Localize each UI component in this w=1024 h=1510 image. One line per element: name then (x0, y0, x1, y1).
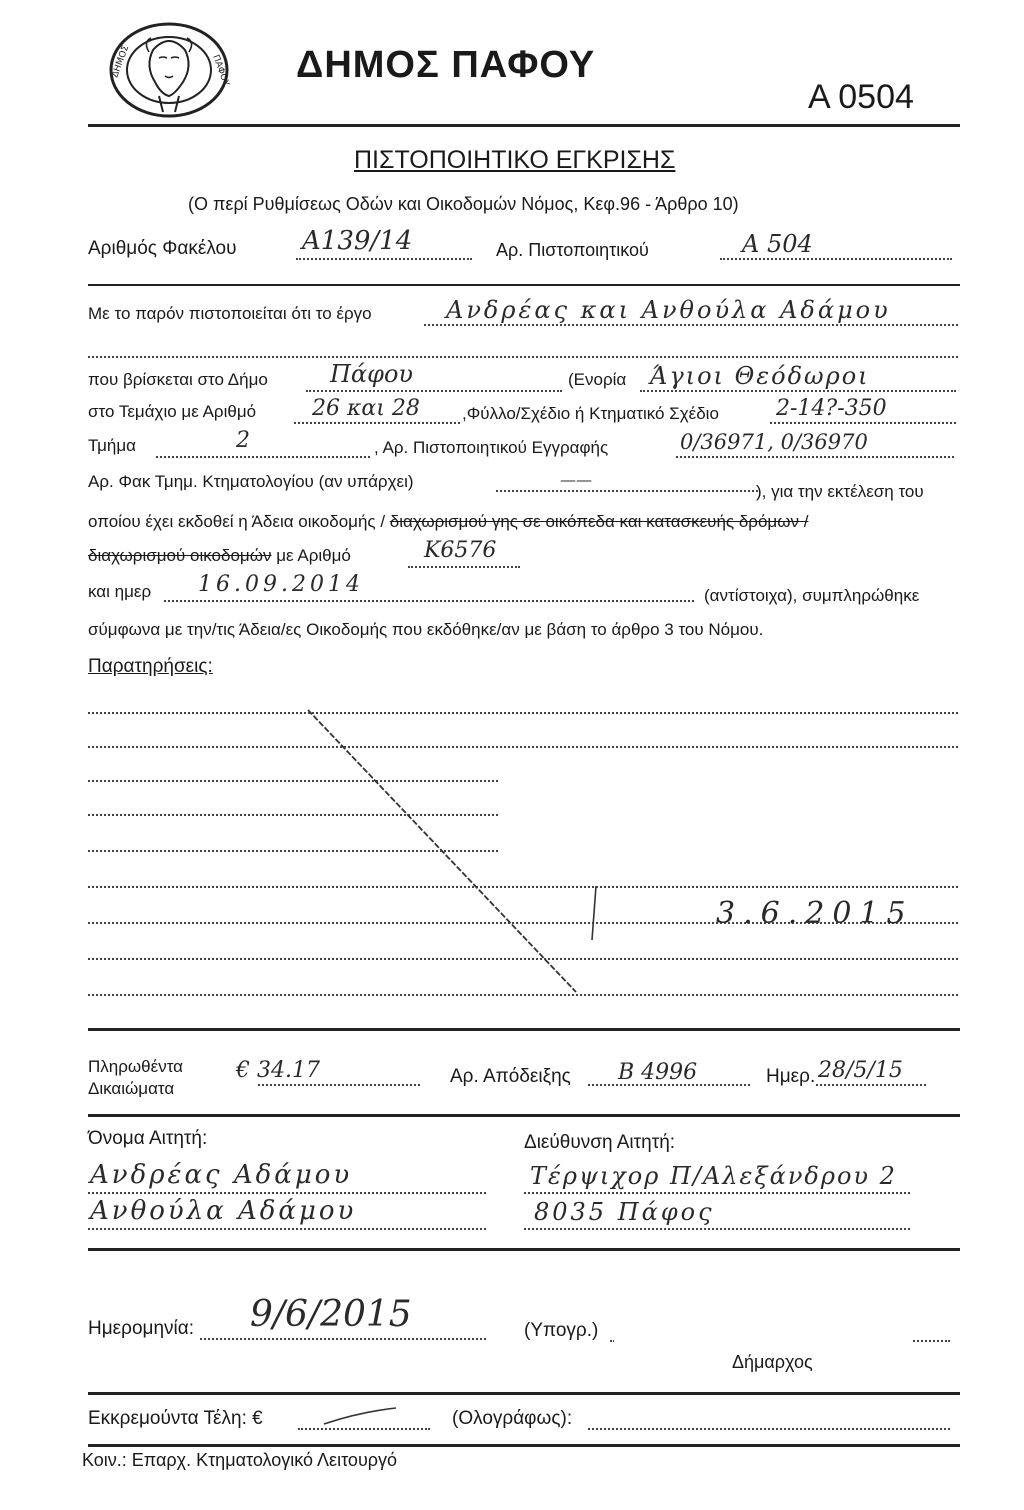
signature-date-label: Ημερομηνία: (88, 1318, 195, 1339)
parish-value: Άγιοι Θεόδωροι (650, 362, 870, 390)
signature-date-line (200, 1338, 486, 1340)
cert-number-value: A 504 (742, 230, 813, 258)
applicant-name-1: Ανδρέας Αδάμου (90, 1160, 353, 1190)
applicant-name-line-1 (88, 1192, 486, 1194)
cert-number-label: Αρ. Πιστοποιητικού (496, 240, 649, 260)
municipality-title: ΔΗΜΟΣ ΠΑΦΟΥ (296, 44, 596, 86)
permit-date-line (164, 600, 694, 602)
project-label: Με το παρόν πιστοποιείται ότι το έργο (88, 304, 372, 323)
divider-4 (88, 1248, 960, 1251)
outstanding-label: Εκκρεμούντα Τέλη: € (88, 1408, 263, 1429)
plot-value: 26 και 28 (312, 396, 420, 421)
permit-line-2 (88, 546, 351, 566)
header-divider (88, 124, 960, 127)
outstanding-amount-line (298, 1428, 430, 1430)
registration-line (676, 456, 954, 458)
divider-1 (88, 284, 960, 286)
registration-label: , Αρ. Πιστοποιητικού Εγγραφής (374, 438, 609, 457)
section-label: Τμήμα (88, 436, 137, 455)
dash-stroke-icon (320, 1404, 400, 1428)
mayor-label: Δήμαρχος (732, 1352, 813, 1372)
outstanding-written-label: (Ολογράφως): (452, 1408, 573, 1429)
outstanding-written-line (588, 1428, 950, 1430)
fees-amount: € 34.17 (236, 1058, 320, 1083)
signature-label: (Υπογρ.) (524, 1320, 599, 1341)
section-value: 2 (236, 428, 250, 453)
project-line-2 (88, 356, 958, 358)
receipt-label: Αρ. Απόδειξης (450, 1066, 571, 1087)
permit-number-value: K6576 (424, 538, 497, 563)
receipt-date-value: 28/5/15 (818, 1058, 903, 1083)
certificate-title: ΠΙΣΤΟΠΟΙΗΤΙΚΟ ΕΓΚΡΙΣΗΣ (354, 146, 676, 174)
municipality-label: που βρίσκεται στο Δήμο (88, 370, 268, 389)
permit-date-suffix: (αντίστοιχα), συμπληρώθηκε (704, 586, 920, 605)
land-registry-value: —— (560, 470, 592, 489)
applicant-name-line-2 (88, 1228, 486, 1230)
parish-line (640, 390, 956, 392)
fees-label-line1: Πληρωθέντα (88, 1057, 184, 1076)
redacted-signature (614, 1284, 912, 1350)
cert-number-line (720, 258, 952, 260)
footer-copy-to: Κοιν.: Επαρχ. Κτηματολογικό Λειτουργό (82, 1450, 398, 1470)
receipt-value: B 4996 (618, 1060, 698, 1085)
remarks-handwritten-date: 3.6.2015 (716, 896, 914, 931)
conclusion-text: σύμφωνα με την/τις Άδεια/ες Οικοδομής που εκδόθηκε/αν με βάση το άρθρο 3 του Νόμου. (88, 620, 764, 639)
permit-text-struck: διαχωρισμού γης σε οικόπεδα και κατασκευής δρόμων / (389, 512, 809, 531)
divider-6 (88, 1444, 960, 1447)
applicant-address-line-2 (524, 1228, 910, 1230)
applicant-name-2: Ανθούλα Αδάμου (90, 1196, 357, 1226)
applicant-address-2: 8035 Πάφος (534, 1198, 715, 1226)
receipt-date-line (816, 1084, 926, 1086)
sheet-label: ,Φύλλο/Σχέδιο ή Κτηματικό Σχέδιο (462, 404, 719, 423)
receipt-date-label: Ημερ. (766, 1066, 816, 1087)
land-registry-line (496, 490, 758, 492)
plot-line (294, 422, 460, 424)
parish-label: (Ενορία (568, 370, 627, 389)
municipal-seal-icon (103, 20, 235, 120)
municipality-value: Πάφου (330, 360, 413, 388)
law-reference: (Ο περί Ρυθμίσεως Οδών και Οικοδομών Νόμος, Κεφ.96 - Άρθρο 10) (188, 194, 739, 214)
applicant-name-label: Όνομα Αιτητή: (88, 1128, 208, 1149)
signature-date-value: 9/6/2015 (250, 1294, 412, 1335)
project-value: Ανδρέας και Ανθούλα Αδάμου (446, 296, 891, 324)
applicant-address-line-1 (524, 1192, 910, 1194)
registration-value: 0/36971, 0/36970 (680, 430, 868, 454)
divider-3 (88, 1114, 960, 1117)
permit-date-label: και ημερ (88, 582, 152, 601)
applicant-address-label: Διεύθυνση Αιτητή: (524, 1132, 676, 1153)
permit-number-label: με Αριθμό (276, 546, 351, 565)
permit-date-value: 16.09.2014 (198, 572, 364, 597)
land-registry-label: Αρ. Φακ Τμημ. Κτηματολογίου (αν υπάρχει) (88, 472, 414, 491)
permit-number-line (408, 566, 520, 568)
svg-text:ΔΗΜΟΣ: ΔΗΜΟΣ (110, 44, 132, 80)
sheet-value: 2-14?-350 (776, 396, 887, 421)
document-number: A 0504 (808, 78, 914, 116)
file-number-line (296, 258, 472, 260)
land-registry-suffix: ), για την εκτέλεση του (756, 482, 924, 501)
svg-text:ΠΑΦΟΥ: ΠΑΦΟΥ (210, 53, 231, 88)
section-line (156, 456, 370, 458)
sheet-line (770, 422, 956, 424)
municipality-line (306, 390, 562, 392)
plot-label: στο Τεμάχιο με Αριθμό (88, 402, 257, 421)
fees-label-line2: Δικαιώματα (88, 1079, 175, 1098)
divider-2 (88, 1028, 960, 1031)
project-line (424, 324, 958, 326)
permit-line-2-struck: διαχωρισμού οικοδομών (88, 546, 272, 565)
file-number-label: Αριθμός Φακέλου (88, 238, 237, 259)
applicant-address-1: Τέρψιχορ Π/Αλεξάνδρου 2 (530, 1162, 897, 1190)
fees-amount-line (258, 1084, 420, 1086)
redacted-block (500, 762, 966, 872)
file-number-value: A139/14 (302, 226, 413, 256)
fees-label (88, 1056, 183, 1100)
remarks-label: Παρατηρήσεις: (88, 656, 213, 677)
permit-text (88, 512, 808, 532)
divider-5 (88, 1392, 960, 1395)
permit-text-main: οποίου έχει εκδοθεί η Άδεια οικοδομής / (88, 512, 386, 531)
